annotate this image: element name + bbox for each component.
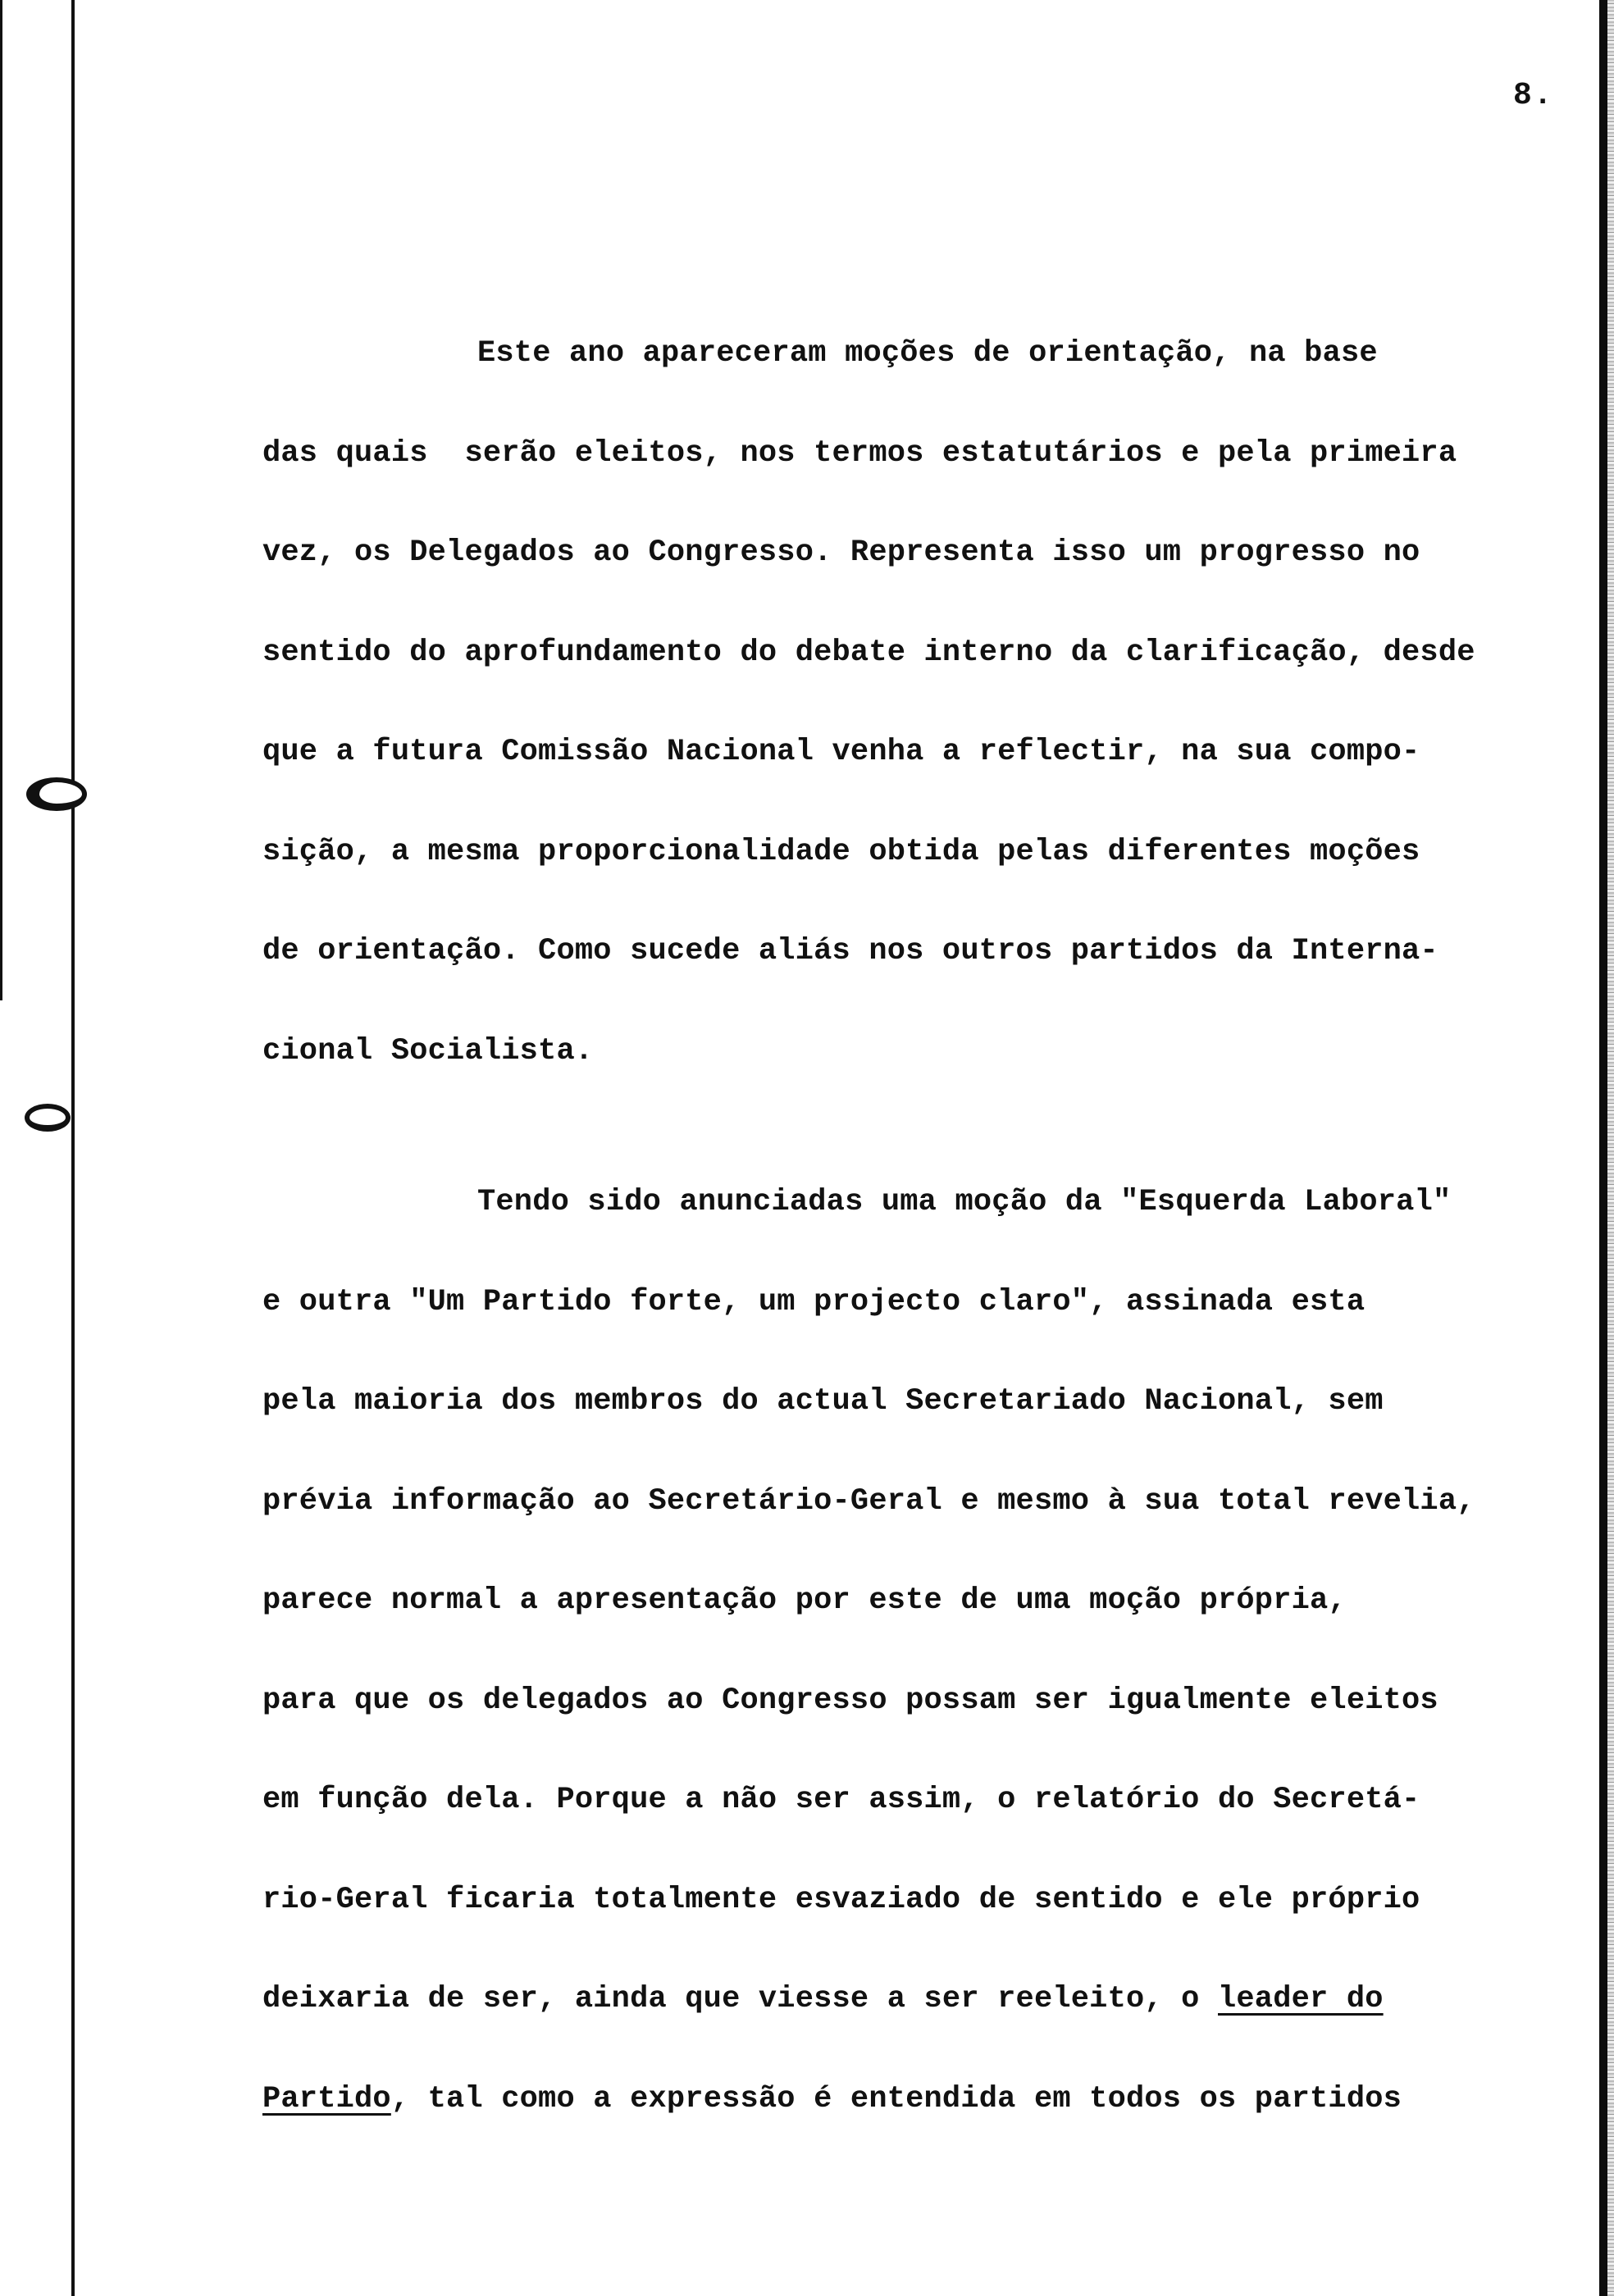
text-line: Este ano apareceram moções de orientação, na base [477,336,1378,371]
paragraph-2 [262,1185,1575,2116]
underlined-text: leader do [1218,1982,1384,2016]
text-line: cional Socialista. [262,1034,594,1068]
scan-right-noise [1607,0,1614,2296]
scan-right-edge [1599,0,1607,2296]
punch-hole-icon [26,777,87,811]
text-line: rio-Geral ficaria totalmente esvaziado de sentido e ele próprio [262,1883,1420,1917]
underlined-text: Partido [262,2082,391,2116]
text-line: para que os delegados ao Congresso possam ser igualmente eleitos [262,1683,1438,1718]
text-line: pela maioria dos membros do actual Secretariado Nacional, sem [262,1384,1384,1419]
text-line: parece normal a apresentação por este de uma moção própria, [262,1583,1347,1618]
page-number: 8. [1513,78,1554,113]
text-segment: , tal como a expressão é entendida em todos os partidos [390,2082,1402,2116]
paragraph-1 [262,336,1575,1068]
text-line: em função dela. Porque a não ser assim, o relatório do Secretá- [262,1783,1420,1817]
text-line: sentido do aprofundamento do debate interno da clarificação, desde [262,636,1475,670]
text-line [262,1982,1384,2016]
text-line: que a futura Comissão Nacional venha a reflectir, na sua compo- [262,735,1420,769]
text-line: das quais serão eleitos, nos termos estatutários e pela primeira [262,436,1457,471]
text-line: prévia informação ao Secretário-Geral e mesmo à sua total revelia, [262,1484,1475,1519]
text-line: sição, a mesma proporcionalidade obtida pelas diferentes moções [262,835,1420,869]
text-segment: deixaria de ser, ainda que viesse a ser reeleito, o [262,1982,1218,2016]
text-line: e outra "Um Partido forte, um projecto claro", assinada esta [262,1285,1366,1319]
text-line [262,2082,1402,2116]
text-line: Tendo sido anunciadas uma moção da "Esquerda Laboral" [477,1185,1452,1219]
text-line: vez, os Delegados ao Congresso. Representa isso um progresso no [262,535,1420,570]
text-line: de orientação. Como sucede aliás nos outros partidos da Interna- [262,934,1438,968]
scan-edge-line [0,0,2,1000]
punch-hole-icon [25,1104,71,1132]
scan-margin-line [71,0,75,2296]
